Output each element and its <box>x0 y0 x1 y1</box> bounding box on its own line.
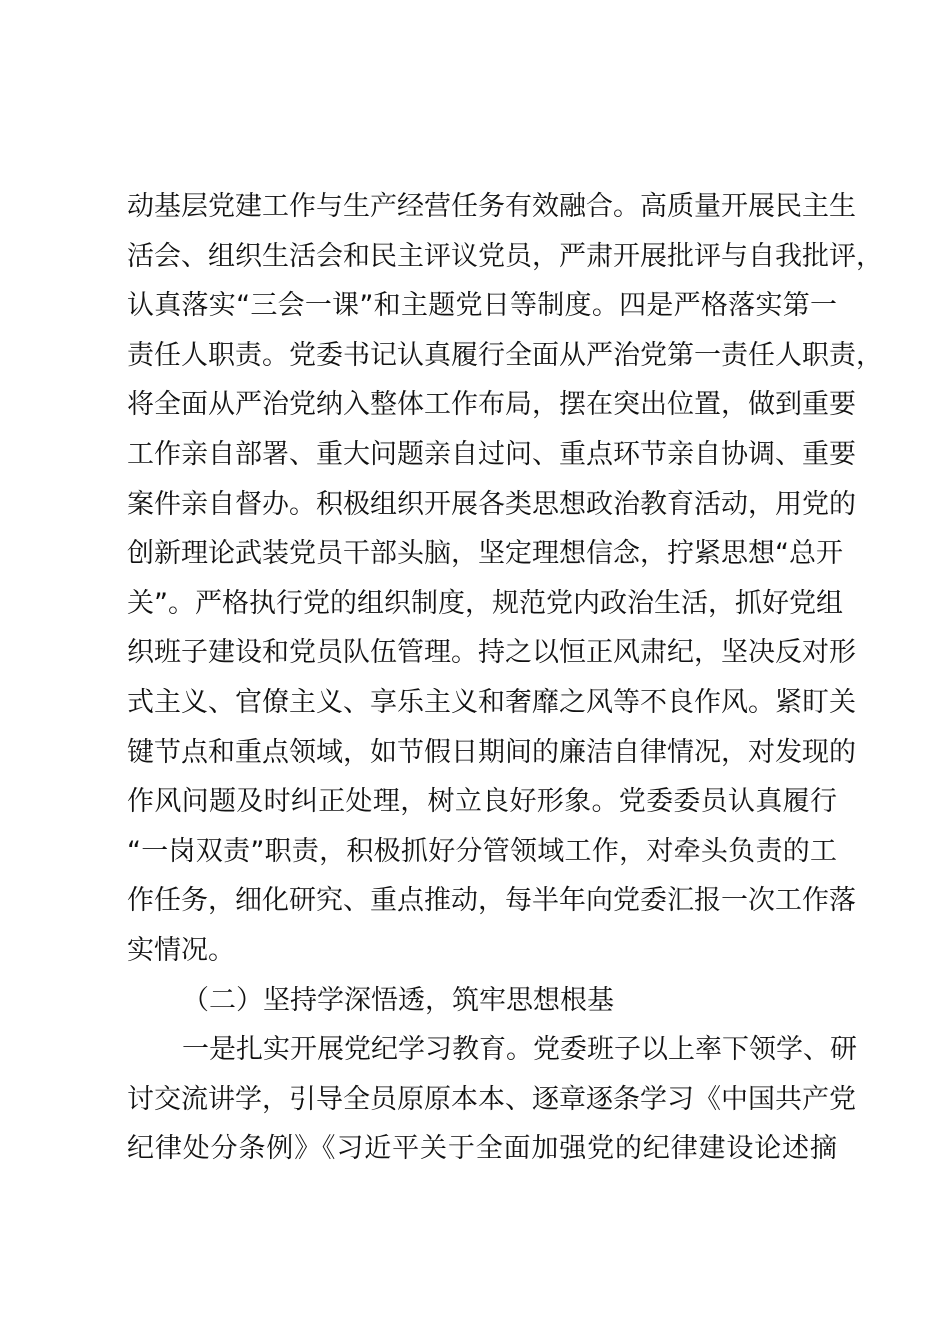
text-line: 创新理论武装党员干部头脑，坚定理想信念，拧紧思想“总开 <box>127 538 843 570</box>
text-line: 案件亲自督办。积极组织开展各类思想政治教育活动，用党的 <box>127 488 856 520</box>
text-line: 动基层党建工作与生产经营任务有效融合。高质量开展民主生 <box>127 191 856 222</box>
text-line: 认真落实“三会一课”和主题党日等制度。四是严格落实第一 <box>127 290 837 322</box>
text-line: 式主义、官僚主义、享乐主义和奢靡之风等不良作风。紧盯关 <box>127 686 856 718</box>
text-line: 实情况。 <box>127 934 235 966</box>
text-line: 讨交流讲学，引导全员原原本本、逐章逐条学习《中国共产党 <box>127 1083 856 1115</box>
text-line: 将全面从严治党纳入整体工作布局，摆在突出位置，做到重要 <box>127 389 856 421</box>
text-line: 一是扎实开展党纪学习教育。党委班子以上率下领学、研 <box>182 1034 857 1066</box>
text-line: 作风问题及时纠正处理，树立良好形象。党委委员认真履行 <box>127 786 837 818</box>
section-heading: （二）坚持学深悟透，筑牢思想根基 <box>182 984 614 1016</box>
text-line: 织班子建设和党员队伍管理。持之以恒正风肃纪，坚决反对形 <box>127 637 856 669</box>
text-line: 关”。严格执行党的组织制度，规范党内政治生活，抓好党组 <box>127 587 843 619</box>
text-line: 工作亲自部署、重大问题亲自过问、重点环节亲自协调、重要 <box>127 438 856 470</box>
text-line: 责任人职责。党委书记认真履行全面从严治党第一责任人职责， <box>127 339 883 371</box>
body-text <box>127 182 883 1174</box>
text-line: 活会、组织生活会和民主评议党员，严肃开展批评与自我批评， <box>127 240 883 272</box>
text-line: 作任务，细化研究、重点推动，每半年向党委汇报一次工作落 <box>127 885 856 917</box>
text-line: 纪律处分条例》《习近平关于全面加强党的纪律建设论述摘 <box>127 1133 837 1165</box>
text-line: “一岗双责”职责，积极抓好分管领域工作，对牵头负责的工 <box>127 835 837 867</box>
text-line: 键节点和重点领域，如节假日期间的廉洁自律情况，对发现的 <box>127 736 856 768</box>
